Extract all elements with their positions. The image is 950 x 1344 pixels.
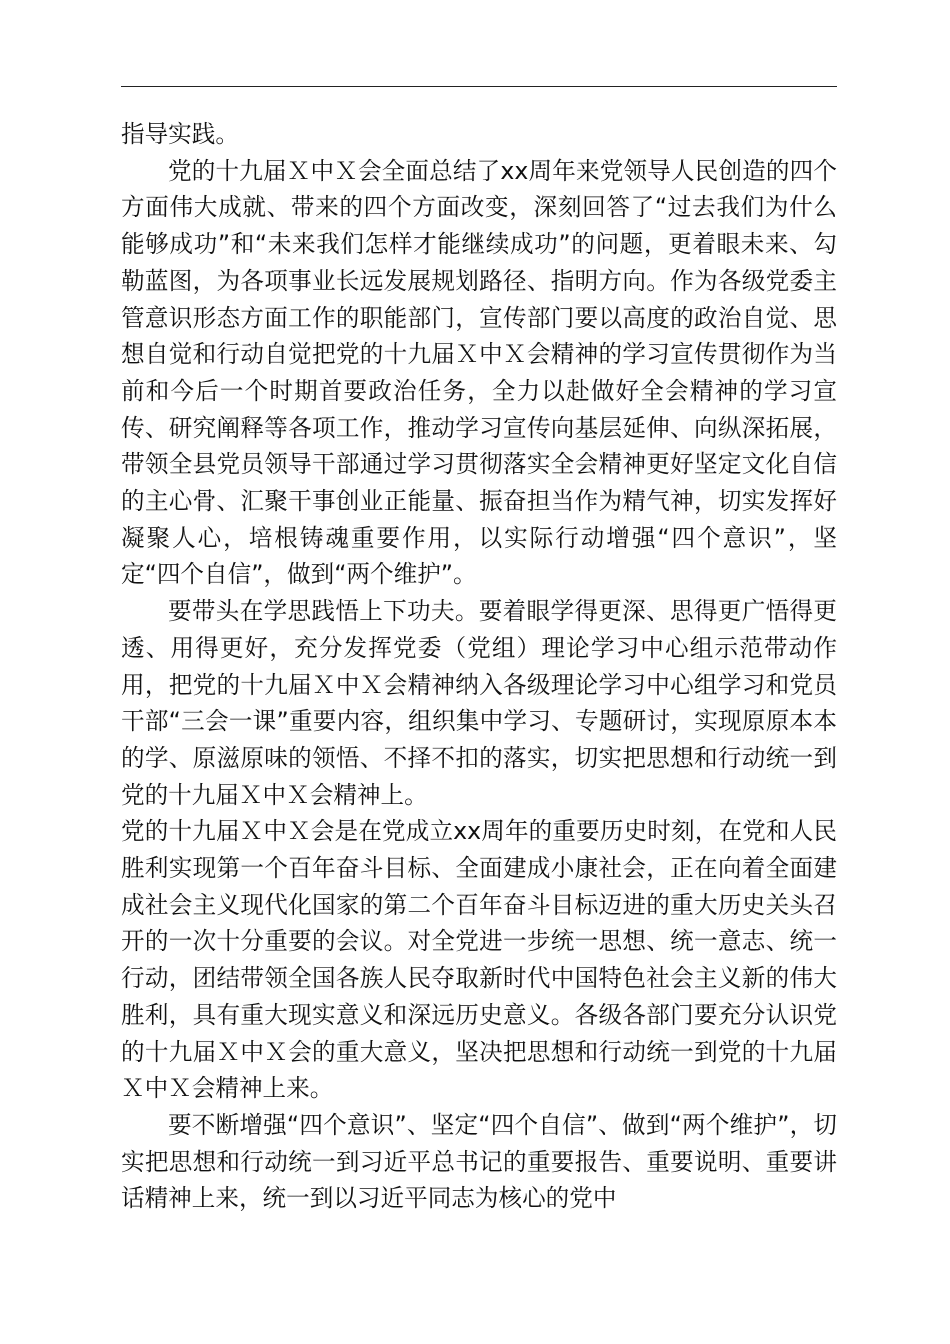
paragraph-1: 指导实践。 bbox=[121, 120, 239, 148]
document-body bbox=[121, 116, 837, 1217]
header-rule bbox=[121, 86, 837, 87]
paragraph-4: 党的十九届Ｘ中Ｘ会是在党成立xx周年的重要历史时刻，在党和人民胜利实现第一个百年奋斗目标、全面建成小康社会，正在向着全面建成社会主义现代化国家的第二个百年奋斗目标迈进的重大历史关头召开的一次十分重要的会议。对全党进一步统一思想、统一意志、统一行动，团结带领全国各族人民夺取新时代中国特色社会主义新的伟大胜利，具有重大现实意义和深远历史意义。各级各部门要充分认识党的十九届Ｘ中Ｘ会的重大意义，坚决把思想和行动统一到党的十九届Ｘ中Ｘ会精神上来。 bbox=[121, 817, 837, 1103]
paragraph-3: 要带头在学思践悟上下功夫。要着眼学得更深、思得更广悟得更透、用得更好，充分发挥党委（党组）理论学习中心组示范带动作用，把党的十九届Ｘ中Ｘ会精神纳入各级理论学习中心组学习和党员干部“三会一课”重要内容，组织集中学习、专题研讨，实现原原本本的学、原滋原味的领悟、不择不扣的落实，切实把思想和行动统一到党的十九届Ｘ中Ｘ会精神上。 bbox=[121, 597, 837, 809]
paragraph-2: 党的十九届Ｘ中Ｘ会全面总结了xx周年来党领导人民创造的四个方面伟大成就、带来的四个方面改变，深刻回答了“过去我们为什么能够成功”和“未来我们怎样才能继续成功”的问题，更着眼未来、勾勒蓝图，为各项事业长远发展规划路径、指明方向。作为各级党委主管意识形态方面工作的职能部门，宣传部门要以高度的政治自觉、思想自觉和行动自觉把党的十九届Ｘ中Ｘ会精神的学习宣传贯彻作为当前和今后一个时期首要政治任务，全力以赴做好全会精神的学习宣传、研究阐释等各项工作，推动学习宣传向基层延伸、向纵深拓展，带领全县党员领导干部通过学习贯彻落实全会精神更好坚定文化自信的主心骨、汇聚干事创业正能量、振奋担当作为精气神，切实发挥好凝聚人心，培根铸魂重要作用，以实际行动增强“四个意识”，坚定“四个自信”，做到“两个维护”。 bbox=[121, 156, 837, 589]
paragraph-5: 要不断增强“四个意识”、坚定“四个自信”、做到“两个维护”，切实把思想和行动统一到习近平总书记的重要报告、重要说明、重要讲话精神上来，统一到以习近平同志为核心的党中 bbox=[121, 1110, 837, 1213]
